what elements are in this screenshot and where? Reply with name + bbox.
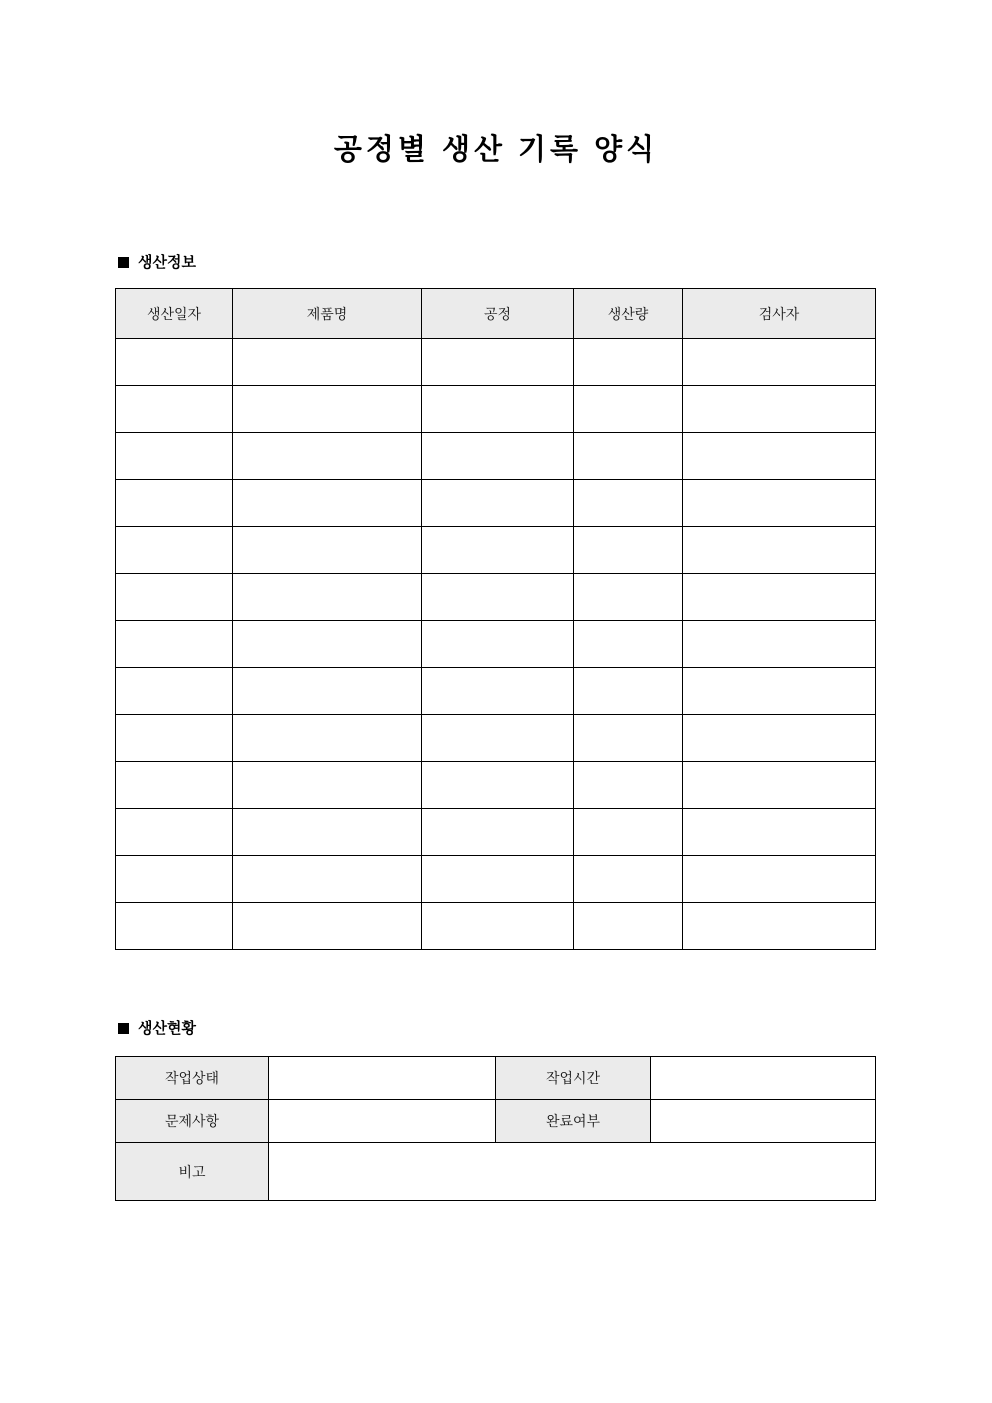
- cell-process[interactable]: [422, 762, 574, 809]
- section-heading-label: 생산정보: [138, 254, 196, 271]
- column-header-inspector: 검사자: [683, 289, 876, 339]
- field-label-remarks: 비고: [116, 1143, 269, 1201]
- table-row: [116, 433, 876, 480]
- table-row: [116, 527, 876, 574]
- filled-square-bullet-icon: [118, 257, 129, 268]
- cell-inspector[interactable]: [683, 480, 876, 527]
- cell-inspector[interactable]: [683, 527, 876, 574]
- cell-production-date[interactable]: [116, 339, 233, 386]
- cell-inspector[interactable]: [683, 856, 876, 903]
- table-row: [116, 1100, 876, 1143]
- section-heading-production-info: [118, 255, 196, 270]
- cell-product-name[interactable]: [233, 715, 422, 762]
- production-info-table: [115, 288, 876, 950]
- cell-product-name[interactable]: [233, 903, 422, 950]
- cell-product-name[interactable]: [233, 621, 422, 668]
- cell-product-name[interactable]: [233, 527, 422, 574]
- cell-production-quantity[interactable]: [574, 386, 683, 433]
- table-header-row: [116, 289, 876, 339]
- table-row: [116, 386, 876, 433]
- cell-production-quantity[interactable]: [574, 339, 683, 386]
- cell-production-quantity[interactable]: [574, 527, 683, 574]
- table-row: [116, 762, 876, 809]
- table-row: [116, 1143, 876, 1201]
- table-row: [116, 856, 876, 903]
- cell-production-quantity[interactable]: [574, 856, 683, 903]
- cell-process[interactable]: [422, 339, 574, 386]
- section-heading-label: 생산현황: [138, 1020, 196, 1037]
- cell-production-quantity[interactable]: [574, 903, 683, 950]
- cell-inspector[interactable]: [683, 903, 876, 950]
- cell-product-name[interactable]: [233, 339, 422, 386]
- table-row: [116, 574, 876, 621]
- field-value-issues[interactable]: [269, 1100, 496, 1143]
- cell-production-date[interactable]: [116, 856, 233, 903]
- cell-inspector[interactable]: [683, 715, 876, 762]
- cell-process[interactable]: [422, 715, 574, 762]
- cell-product-name[interactable]: [233, 386, 422, 433]
- cell-production-date[interactable]: [116, 715, 233, 762]
- cell-process[interactable]: [422, 527, 574, 574]
- cell-process[interactable]: [422, 856, 574, 903]
- cell-process[interactable]: [422, 809, 574, 856]
- cell-production-quantity[interactable]: [574, 574, 683, 621]
- filled-square-bullet-icon: [118, 1023, 129, 1034]
- table-row: [116, 480, 876, 527]
- cell-production-date[interactable]: [116, 762, 233, 809]
- cell-process[interactable]: [422, 433, 574, 480]
- cell-inspector[interactable]: [683, 433, 876, 480]
- cell-product-name[interactable]: [233, 668, 422, 715]
- field-label-completion: 완료여부: [496, 1100, 651, 1143]
- field-value-work-time[interactable]: [651, 1057, 876, 1100]
- cell-inspector[interactable]: [683, 809, 876, 856]
- cell-product-name[interactable]: [233, 574, 422, 621]
- field-value-work-status[interactable]: [269, 1057, 496, 1100]
- section-heading-production-status: [118, 1021, 196, 1036]
- cell-product-name[interactable]: [233, 433, 422, 480]
- table-row: [116, 621, 876, 668]
- cell-production-quantity[interactable]: [574, 621, 683, 668]
- page-title: 공정별 생산 기록 양식: [333, 134, 659, 166]
- table-row: [116, 903, 876, 950]
- field-value-completion[interactable]: [651, 1100, 876, 1143]
- cell-production-date[interactable]: [116, 621, 233, 668]
- cell-process[interactable]: [422, 480, 574, 527]
- cell-production-date[interactable]: [116, 574, 233, 621]
- cell-inspector[interactable]: [683, 762, 876, 809]
- field-value-remarks[interactable]: [269, 1143, 876, 1201]
- cell-product-name[interactable]: [233, 809, 422, 856]
- column-header-process: 공정: [422, 289, 574, 339]
- table-row: [116, 715, 876, 762]
- cell-process[interactable]: [422, 386, 574, 433]
- cell-inspector[interactable]: [683, 339, 876, 386]
- column-header-product-name: 제품명: [233, 289, 422, 339]
- cell-production-date[interactable]: [116, 527, 233, 574]
- column-header-production-date: 생산일자: [116, 289, 233, 339]
- cell-production-quantity[interactable]: [574, 668, 683, 715]
- cell-process[interactable]: [422, 903, 574, 950]
- cell-production-date[interactable]: [116, 809, 233, 856]
- cell-process[interactable]: [422, 621, 574, 668]
- cell-process[interactable]: [422, 574, 574, 621]
- cell-product-name[interactable]: [233, 480, 422, 527]
- table-row: [116, 339, 876, 386]
- cell-process[interactable]: [422, 668, 574, 715]
- cell-production-quantity[interactable]: [574, 480, 683, 527]
- table-row: [116, 1057, 876, 1100]
- cell-product-name[interactable]: [233, 856, 422, 903]
- cell-production-date[interactable]: [116, 903, 233, 950]
- field-label-work-time: 작업시간: [496, 1057, 651, 1100]
- cell-production-date[interactable]: [116, 433, 233, 480]
- cell-inspector[interactable]: [683, 574, 876, 621]
- cell-inspector[interactable]: [683, 668, 876, 715]
- field-label-issues: 문제사항: [116, 1100, 269, 1143]
- cell-production-quantity[interactable]: [574, 762, 683, 809]
- cell-production-quantity[interactable]: [574, 809, 683, 856]
- field-label-work-status: 작업상태: [116, 1057, 269, 1100]
- cell-product-name[interactable]: [233, 762, 422, 809]
- cell-inspector[interactable]: [683, 386, 876, 433]
- table-row: [116, 809, 876, 856]
- cell-production-date[interactable]: [116, 386, 233, 433]
- cell-production-quantity[interactable]: [574, 433, 683, 480]
- cell-production-quantity[interactable]: [574, 715, 683, 762]
- table-row: [116, 668, 876, 715]
- cell-inspector[interactable]: [683, 621, 876, 668]
- cell-production-date[interactable]: [116, 668, 233, 715]
- cell-production-date[interactable]: [116, 480, 233, 527]
- production-status-table: [115, 1056, 876, 1201]
- column-header-production-quantity: 생산량: [574, 289, 683, 339]
